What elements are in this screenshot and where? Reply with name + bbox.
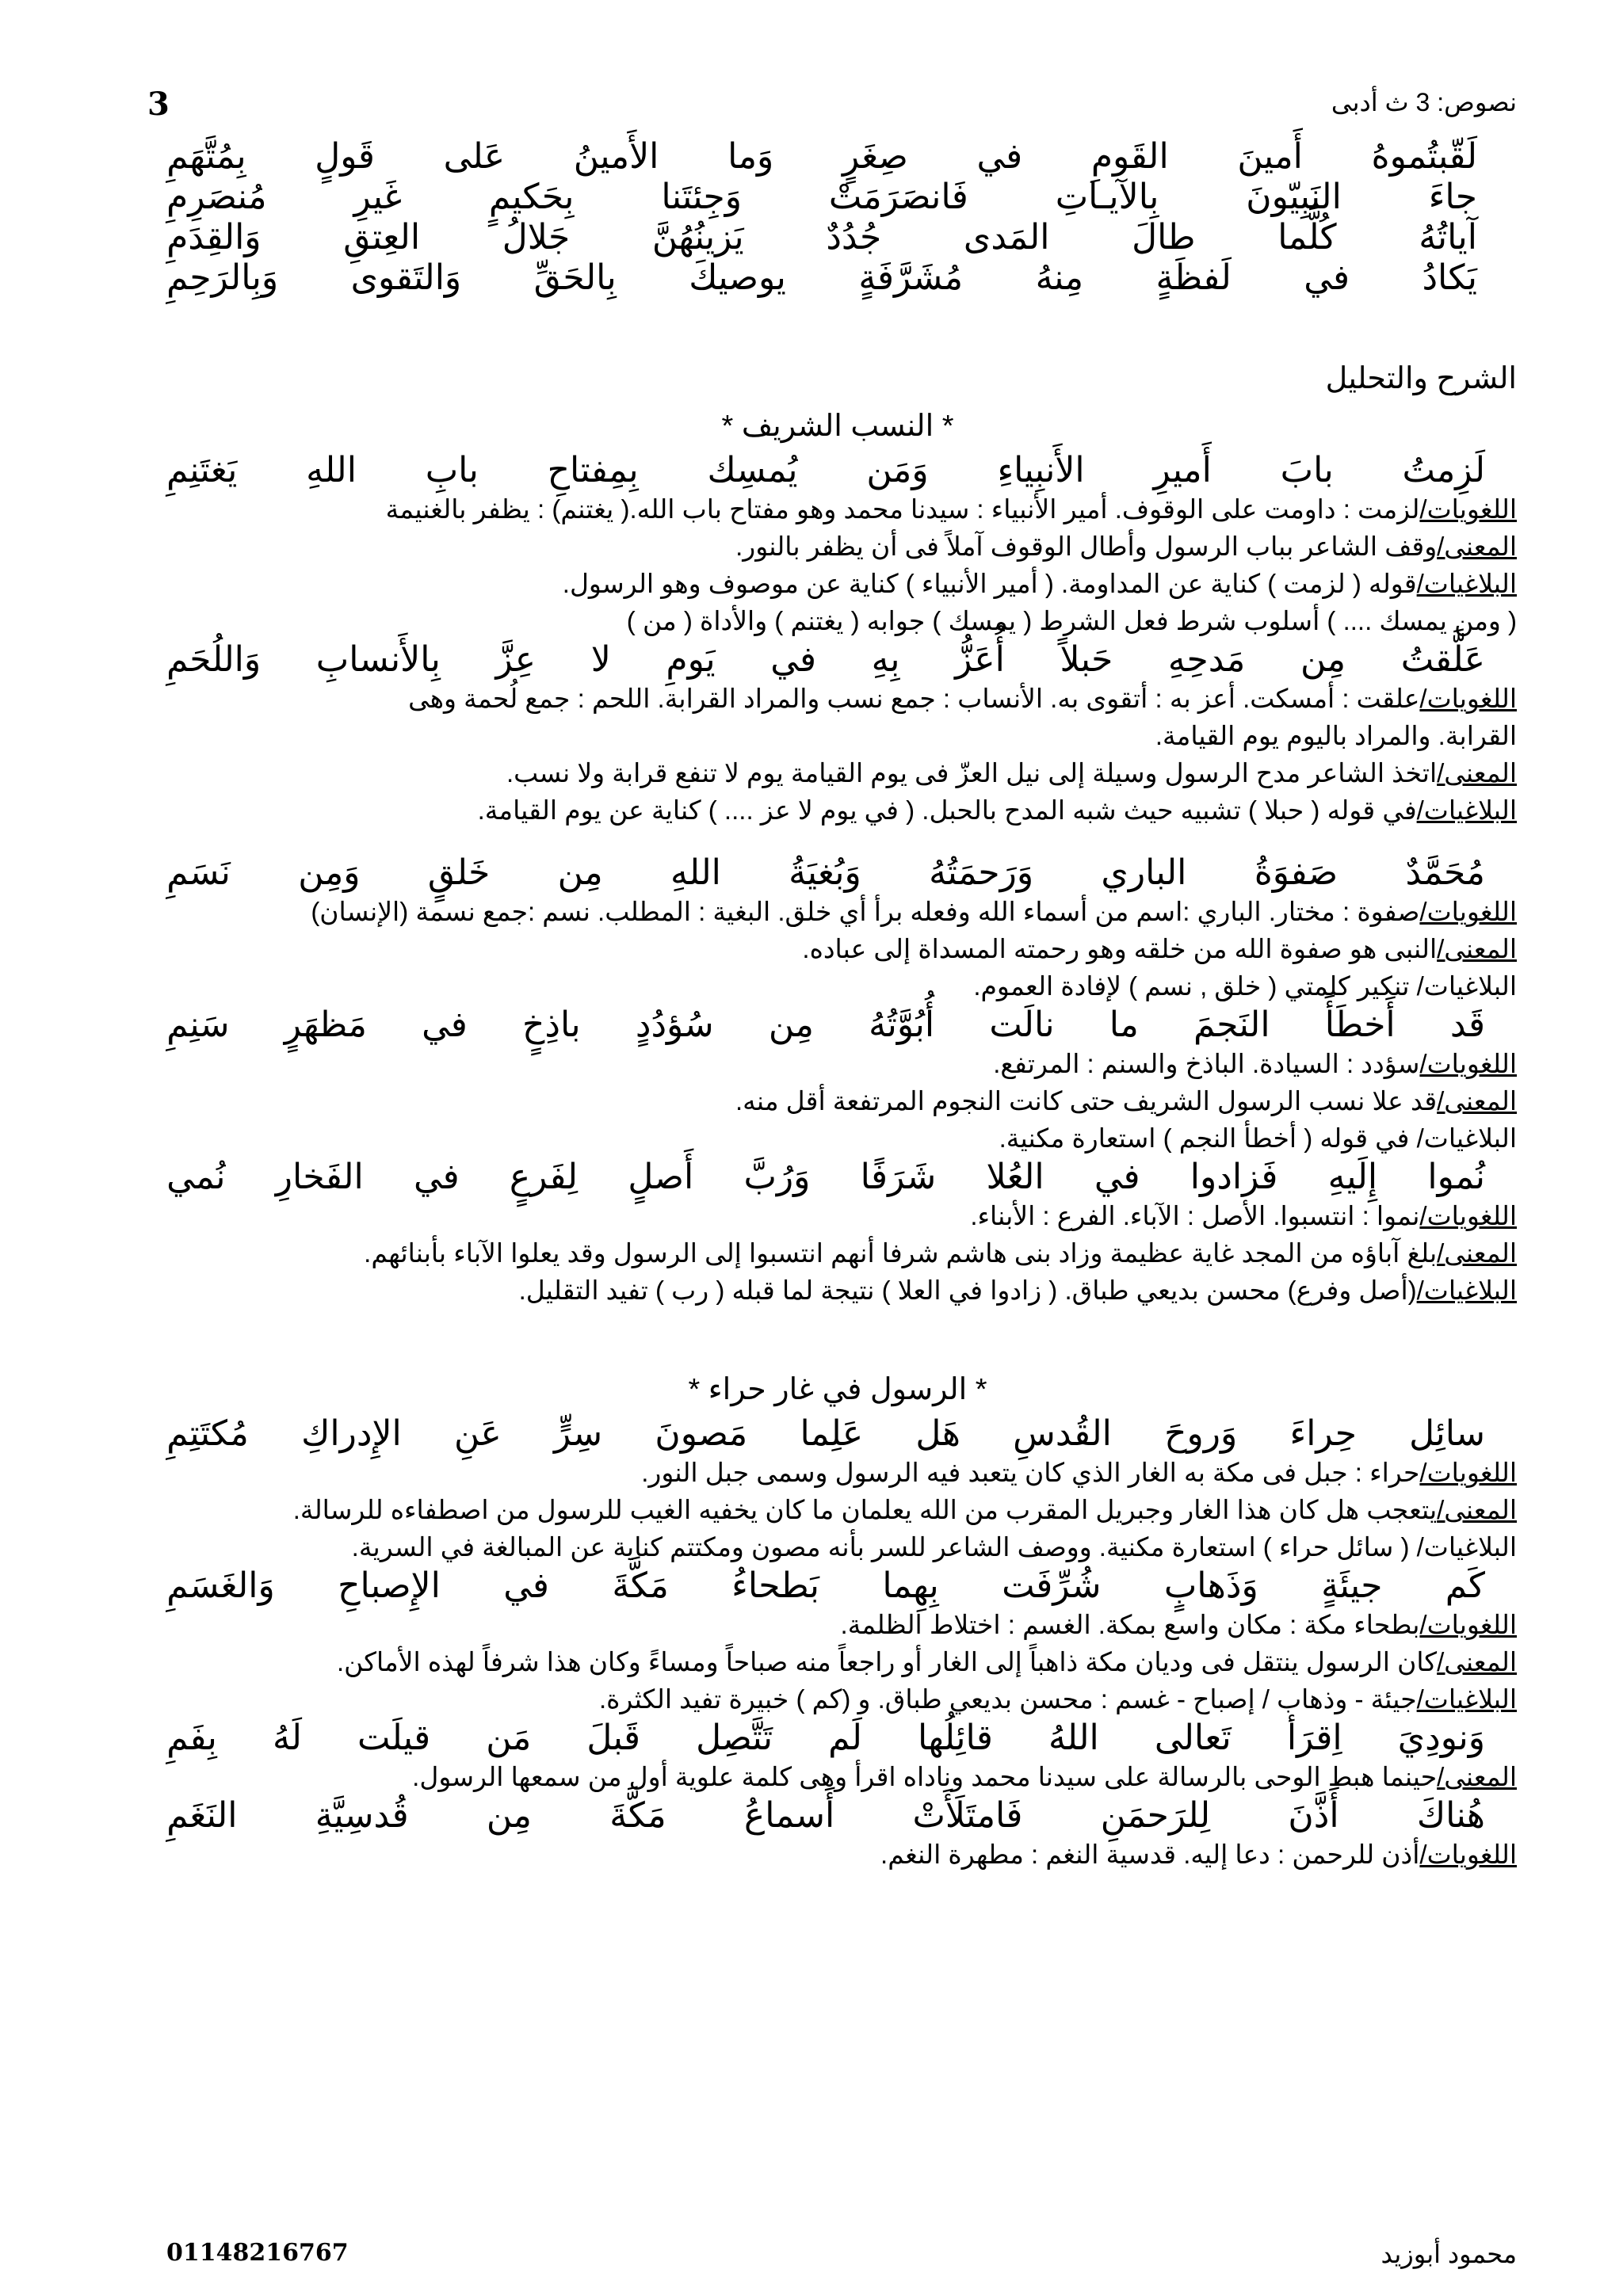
verse-line	[158, 1005, 1517, 1045]
gloss-text: البلاغيات/ ( سائل حراء ) استعارة مكنية. ووصف الشاعر للسر بأنه مصون ومكتتم كناية عن المبالغة في السرية.	[351, 1532, 1517, 1562]
gloss-text: حراء : جبل فى مكة به الغار الذي كان يتعبد فيه الرسول وسمى جبل النور.	[641, 1458, 1420, 1487]
verse-word: نالَت	[989, 1005, 1055, 1045]
verse-word: في	[1304, 257, 1350, 298]
verse-word: قُدسِيَّةِ	[315, 1795, 409, 1836]
verse-word: جيئَةٍ	[1321, 1566, 1383, 1606]
verse-word: سائِل	[1409, 1413, 1485, 1454]
gloss-text: نموا : انتسبوا. الأصل : الآباء. الفرع : الأبناء.	[970, 1201, 1420, 1230]
verse-word: صِغَرٍ	[842, 136, 908, 177]
gloss-key: اللغويات/	[1419, 1201, 1517, 1230]
gloss-text: صفوة : مختار. الباري :اسم من أسماء الله وفعله برأ أي خلق. البغية : المطلب. نسم :جمع نسمة (الإنسان)	[311, 897, 1420, 926]
gloss-text: وقف الشاعر بباب الرسول وأطال الوقوف آملاً فى أن يظفر بالنور.	[735, 532, 1438, 561]
verse-word: تَعالى	[1154, 1718, 1232, 1758]
gloss-text: ( ومن يمسك .... ) أسلوب شرط فعل الشرط ( يمسك ) جوابه ( يغتنم ) والأداة ( من )	[626, 606, 1517, 635]
verse-word: مِن	[557, 852, 603, 893]
gloss-text: قد علا نسب الرسول الشريف حتى كانت النجوم المرتفعة أقل منه.	[735, 1086, 1438, 1116]
gloss-text: قوله ( لزمت ) كناية عن المداومة. ( أمير الأنبياء ) كناية عن موصوف وهو الرسول.	[562, 569, 1417, 598]
gloss-text: أذن للرحمن : دعا إليه. قدسية النغم : مطهرة النغم.	[880, 1840, 1420, 1869]
verse-word: الإِصباحِ	[338, 1566, 441, 1606]
verse-word: وَاللُحَمِ	[166, 639, 262, 680]
verse-word: إِلَيهِ	[1327, 1157, 1378, 1197]
verse-word: لَقّبتُموهُ	[1371, 136, 1477, 177]
verse-word: جُدُدٌ	[826, 217, 882, 257]
gloss-line	[158, 602, 1517, 639]
verse-word: مَكَّةَ	[612, 1566, 669, 1606]
verse-word: يَومِ	[666, 639, 716, 680]
verse-word: العُلا	[986, 1157, 1044, 1197]
verse-word: طالَ	[1132, 217, 1196, 257]
verse-word: في	[422, 1005, 468, 1045]
verse-word: قَد	[1449, 1005, 1485, 1045]
gloss-key: اللغويات/	[1419, 1840, 1517, 1869]
verse-word: مُحَمَّدٌ	[1405, 852, 1485, 893]
verse-word: آياتُهُ	[1419, 217, 1477, 257]
verse-word: عِزَّ	[495, 639, 537, 680]
verse-word: قائِلُها	[917, 1718, 993, 1758]
gloss-key: اللغويات/	[1419, 1458, 1517, 1487]
verse-line	[158, 450, 1517, 490]
verse-word: القَومِ	[1090, 136, 1169, 177]
verse-line	[158, 136, 1517, 177]
verse-word: وَذَهابٍ	[1163, 1566, 1258, 1606]
gloss-text: بلغ آباؤه من المجد غاية عظيمة وزاد بنى هاشم شرفا أنهم انتسبوا إلى الرسول وقد يعلوا الآباء بأبنائهم.	[364, 1238, 1438, 1268]
verse-word: غَيرِ	[353, 177, 403, 217]
spacer	[158, 1309, 1517, 1366]
verse-word: لِفَرعٍ	[509, 1157, 579, 1197]
verse-word: لَزِمتُ	[1402, 450, 1485, 490]
verse-word: في	[770, 639, 816, 680]
verse-word: النَجمَ	[1193, 1005, 1270, 1045]
verse-word: الأَنبِياءِ	[997, 450, 1085, 490]
gloss-line	[158, 1234, 1517, 1272]
gloss-text: اتخذ الشاعر مدح الرسول وسيلة إلى نيل العزّ فى يوم القيامة يوم لا تنفع قرابة ولا نسب.	[506, 758, 1438, 788]
verse-word: بِالحَقِّ	[533, 257, 617, 298]
gloss-key: البلاغيات/	[1416, 569, 1517, 598]
verse-word: بِهِ	[871, 639, 900, 680]
gloss-line	[158, 528, 1517, 565]
verse-word: كُلَّما	[1277, 217, 1337, 257]
verse-word: مِن	[768, 1005, 814, 1045]
verse-word: في	[976, 136, 1023, 177]
verse-word: مَدحِهِ	[1167, 639, 1246, 680]
gloss-line	[158, 1680, 1517, 1718]
verse-word: نُمي	[166, 1157, 226, 1197]
verse-word: هُناكَ	[1416, 1795, 1485, 1836]
verse-word: يَزينُهُنَّ	[651, 217, 744, 257]
verse-word: سِرٍّ	[554, 1413, 603, 1454]
gloss-line	[158, 1606, 1517, 1643]
page-number: 3	[147, 86, 170, 123]
gloss-line	[158, 1836, 1517, 1873]
gloss-text: البلاغيات/ تنكير كلمتي ( خلق , نسم ) لإفادة العموم.	[973, 971, 1517, 1001]
gloss-line	[158, 1045, 1517, 1082]
verse-line	[158, 177, 1517, 217]
verse-word: تَتَّصِل	[696, 1718, 773, 1758]
verse-line	[158, 852, 1517, 893]
verse-word: النَغَمِ	[166, 1795, 238, 1836]
verse-word: عَلَّقتُ	[1400, 639, 1485, 680]
gloss-text: كان الرسول ينتقل فى وديان مكة ذاهباً إلى الغار أو راجعاً منه صباحاً ومساءً وكان هذا شرفاً لهذه الأماكن.	[336, 1647, 1438, 1676]
gloss-line	[158, 893, 1517, 930]
verse-word: لا	[590, 639, 611, 680]
verse-word: بِهِما	[882, 1566, 939, 1606]
verse-word: اِقرَأ	[1286, 1718, 1342, 1758]
verse-word: مِنهُ	[1035, 257, 1084, 298]
verse-word: النَبِيّونَ	[1246, 177, 1342, 217]
verse-word: نُموا	[1427, 1157, 1485, 1197]
verse-word: أَخطَأَ	[1324, 1005, 1396, 1045]
verse-word: بِالآيـاتِ	[1055, 177, 1159, 217]
verse-word: وَبُغيَةُ	[789, 852, 861, 893]
verse-word: اللهُ	[1048, 1718, 1099, 1758]
verse-word: بِالأَنسابِ	[315, 639, 441, 680]
gloss-key: اللغويات/	[1419, 897, 1517, 926]
verse-word: بِمُتَّهَمِ	[166, 136, 246, 177]
gloss-line	[158, 490, 1517, 528]
gloss-text: في قوله ( حبلا ) تشبيه حيث شبه المدح بالحبل. ( في يوم لا عز .... ) كناية عن يوم القيامة.	[477, 795, 1417, 825]
footer-phone: 01148216767	[166, 2239, 349, 2267]
verse-word: لَم	[828, 1718, 862, 1758]
verse-word: قَولٍ	[315, 136, 375, 177]
verse-word: وَما	[727, 136, 774, 177]
verse-word: بابَ	[1280, 450, 1334, 490]
footer-author: محمود أبوزيد	[1381, 2240, 1517, 2268]
gloss-text: لزمت : داومت على الوقوف. أمير الأنبياء : سيدنا محمد وهو مفتاح باب الله.( يغتنم) : يظفر بالغنيمة	[385, 494, 1420, 524]
verse-word: في	[413, 1157, 460, 1197]
gloss-text: علقت : أمسكت. أعز به : أتقوى به. الأنساب : جمع نسب والمراد القرابة. اللحم : جمع لُحمة وهى	[408, 684, 1420, 713]
verse-word: هَل	[915, 1413, 960, 1454]
gloss-text: جيئة - وذهاب / إصباح - غسم : محسن بديعي طباق. و (كم ) خبيرة تفيد الكثرة.	[598, 1684, 1417, 1714]
verse-word: عَلِما	[800, 1413, 864, 1454]
gloss-line	[158, 791, 1517, 829]
gloss-key: المعنى/	[1437, 532, 1517, 561]
gloss-key: اللغويات/	[1419, 684, 1517, 713]
gloss-key: المعنى/	[1437, 934, 1517, 963]
verse-word: القُدسِ	[1013, 1413, 1112, 1454]
verse-word: مُشَرَّفَةٍ	[858, 257, 964, 298]
verse-word: سَنِمِ	[166, 1005, 230, 1045]
verse-word: يوصيكَ	[689, 257, 786, 298]
gloss-line	[158, 1643, 1517, 1680]
verse-word: أَصلٍ	[628, 1157, 694, 1197]
gloss-line	[158, 565, 1517, 602]
gloss-text: القرابة. والمراد باليوم يوم القيامة.	[1155, 721, 1517, 750]
verse-line	[158, 257, 1517, 298]
verse-word: فَانصَرَمَتْ	[828, 177, 968, 217]
verse-word: خَلقٍ	[427, 852, 491, 893]
verse-word: وَنودِيَ	[1397, 1718, 1485, 1758]
verse-word: قيلَت	[357, 1718, 431, 1758]
gloss-line	[158, 1528, 1517, 1566]
gloss-line	[158, 1197, 1517, 1234]
verse-word: مَصونَ	[655, 1413, 748, 1454]
verse-word: يَغتَنِمِ	[166, 450, 238, 490]
verse-word: أَمينَ	[1237, 136, 1303, 177]
verse-word: مِن	[1300, 639, 1346, 680]
verse-word: في	[1094, 1157, 1140, 1197]
section2-title: * الرسول في غار حراء *	[688, 1373, 987, 1406]
gloss-line	[158, 1758, 1517, 1795]
gloss-key: المعنى/	[1437, 1086, 1517, 1116]
verse-word: بابِ	[425, 450, 479, 490]
verse-word: وَجِئتَنا	[661, 177, 742, 217]
verse-word: كَم	[1445, 1566, 1485, 1606]
gloss-text: يتعجب هل كان هذا الغار وجبريل المقرب من الله يعلمان ما كان يخفيه الغيب للرسول من اصطفاءه للرسالة.	[292, 1495, 1438, 1524]
gloss-key: المعنى/	[1437, 1647, 1517, 1676]
gloss-key: اللغويات/	[1419, 494, 1517, 524]
verse-word: وَالغَسَمِ	[166, 1566, 275, 1606]
verse-word: حِراءَ	[1289, 1413, 1357, 1454]
verse-word: جاءَ	[1428, 177, 1477, 217]
verse-word: وَرُبَّ	[743, 1157, 811, 1197]
gloss-line	[158, 1491, 1517, 1528]
verse-word: فَامتَلَأَتْ	[912, 1795, 1023, 1836]
verse-word: وَمَن	[866, 450, 929, 490]
verse-word: بَطحاءُ	[731, 1566, 819, 1606]
verse-line	[158, 1157, 1517, 1197]
verse-word: مَن	[486, 1718, 532, 1758]
gloss-text: سؤدد : السيادة. الباذخ والسنم : المرتفع.	[993, 1049, 1420, 1078]
gloss-line	[158, 1272, 1517, 1309]
verse-word: نَسَمِ	[166, 852, 231, 893]
verse-word: مُنصَرِمِ	[166, 177, 267, 217]
spacer	[158, 829, 1517, 852]
gloss-key: البلاغيات/	[1416, 1684, 1517, 1714]
verse-word: أَميرِ	[1153, 450, 1212, 490]
verse-word: جَلالُ	[502, 217, 571, 257]
verse-word: وَمِن	[298, 852, 361, 893]
verse-word: لَهُ	[272, 1718, 302, 1758]
verse-word: أَذَّنَ	[1288, 1795, 1339, 1836]
section1-title: * النسب الشريف *	[721, 410, 954, 443]
verse-word: أَسماعُ	[744, 1795, 835, 1836]
gloss-line	[158, 680, 1517, 717]
gloss-text: النبى هو صفوة الله من خلقه وهو رحمته المسداة إلى عباده.	[802, 934, 1438, 963]
verse-word: الفَخارِ	[275, 1157, 364, 1197]
verse-word: العِتقِ	[343, 217, 421, 257]
gloss-line	[158, 754, 1517, 791]
gloss-key: البلاغيات/	[1416, 795, 1517, 825]
gloss-key: اللغويات/	[1419, 1049, 1517, 1078]
gloss-line	[158, 717, 1517, 754]
gloss-text: (أصل وفرع) محسن بديعي طباق. ( زادوا في العلا ) نتيجة لما قبله ( رب ) تفيد التقليل.	[518, 1276, 1417, 1305]
verse-line	[158, 1413, 1517, 1454]
gloss-key: اللغويات/	[1419, 1610, 1517, 1639]
verse-word: وَالتَقوى	[350, 257, 462, 298]
verse-word: مِن	[486, 1795, 532, 1836]
verse-line	[158, 1718, 1517, 1758]
verse-word: بِحَكيمٍ	[488, 177, 575, 217]
gloss-key: المعنى/	[1437, 758, 1517, 788]
verse-word: الأَمينُ	[573, 136, 659, 177]
verse-word: بِفَمِ	[166, 1718, 217, 1758]
verse-word: بِمِفتاحِ	[547, 450, 639, 490]
verse-word: أُبُوَّتُهُ	[869, 1005, 935, 1045]
gloss-line	[158, 1454, 1517, 1491]
gloss-text: البلاغيات/ في قوله ( أخطأ النجم ) استعارة مكنية.	[999, 1123, 1517, 1153]
verse-word: وَالقِدَمِ	[166, 217, 262, 257]
verse-word: وَرَحمَتُهُ	[929, 852, 1034, 893]
verse-word: حَبلاً	[1060, 639, 1113, 680]
gloss-line	[158, 930, 1517, 967]
verse-line	[158, 1795, 1517, 1836]
gloss-line	[158, 1119, 1517, 1157]
verse-word: صَفوَةُ	[1254, 852, 1338, 893]
course-label: نصوص: 3 ث أدبى	[1331, 88, 1517, 116]
verse-word: اللهِ	[670, 852, 721, 893]
verse-word: أُعَزُّ	[955, 639, 1005, 680]
verse-word: وَروحَ	[1164, 1413, 1238, 1454]
gloss-line	[158, 1082, 1517, 1119]
verse-word: شُرِّفَت	[1002, 1566, 1102, 1606]
gloss-key: المعنى/	[1437, 1238, 1517, 1268]
section-title: الشرح والتحليل	[1325, 362, 1517, 395]
gloss-key: المعنى/	[1437, 1495, 1517, 1524]
verse-word: في	[503, 1566, 549, 1606]
verse-word: ما	[1109, 1005, 1139, 1045]
gloss-text: حينما هبط الوحى بالرسالة على سيدنا محمد وناداه اقرأ وهى كلمة علوية أول من سمعها الرسول.	[412, 1762, 1438, 1791]
verse-word: الباري	[1101, 852, 1187, 893]
verse-word: يَكادُ	[1422, 257, 1477, 298]
gloss-key: المعنى/	[1437, 1762, 1517, 1791]
gloss-key: البلاغيات/	[1416, 1276, 1517, 1305]
page-content	[158, 136, 1517, 1873]
verse-word: باذِخٍ	[522, 1005, 581, 1045]
verse-word: قَبلَ	[586, 1718, 640, 1758]
verse-word: يُمسِك	[707, 450, 798, 490]
verse-word: مُكتَتِمِ	[166, 1413, 249, 1454]
verse-word: المَدى	[963, 217, 1050, 257]
verse-word: شَرَفًا	[860, 1157, 937, 1197]
verse-word: عَنِ	[454, 1413, 502, 1454]
verse-word: مَظهَرٍ	[284, 1005, 367, 1045]
gloss-text: بطحاء مكة : مكان واسع بمكة. الغسم : اختلاط الظلمة.	[840, 1610, 1420, 1639]
gloss-line	[158, 967, 1517, 1005]
verse-word: سُؤدُدٍ	[635, 1005, 714, 1045]
verse-word: مَكَّةَ	[609, 1795, 666, 1836]
verse-word: عَلى	[443, 136, 506, 177]
verse-word: لَفظَةٍ	[1155, 257, 1232, 298]
verse-word: فَزادوا	[1190, 1157, 1278, 1197]
verse-word: وَبِالرَحِمِ	[166, 257, 279, 298]
verse-line	[158, 217, 1517, 257]
spacer	[158, 298, 1517, 355]
verse-line	[158, 639, 1517, 680]
verse-word: اللهِ	[306, 450, 357, 490]
verse-word: لِلرَحمَنِ	[1100, 1795, 1211, 1836]
verse-line	[158, 1566, 1517, 1606]
verse-word: الإِدراكِ	[301, 1413, 402, 1454]
